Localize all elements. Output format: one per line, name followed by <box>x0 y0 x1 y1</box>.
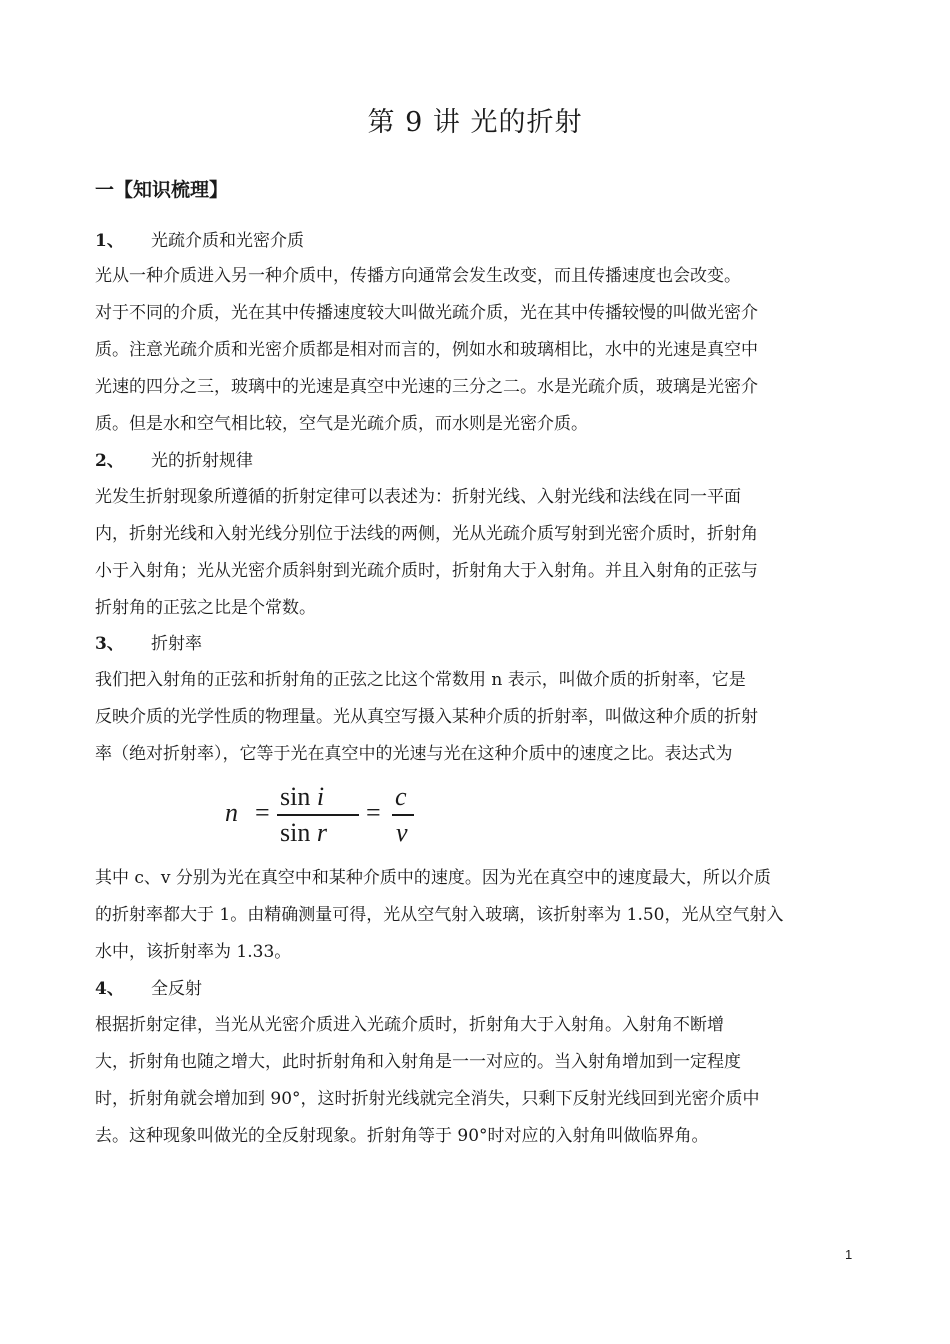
paragraph-line: 的折射率都大于 1。由精确测量可得，光从空气射入玻璃，该折射率为 1.50，光从空气射入 <box>95 905 784 925</box>
paragraph-line: 大，折射角也随之增大，此时折射角和入射角是一一对应的。当入射角增加到一定程度 <box>95 1052 741 1072</box>
paragraph-line: 折射角的正弦之比是个常数。 <box>95 598 316 618</box>
formula-numerator-2: c <box>395 782 407 811</box>
item-heading-3 <box>95 631 202 657</box>
item-number: 3、 <box>95 634 124 654</box>
page-title: 第 9 讲 光的折射 <box>367 107 583 138</box>
paragraph-line: 水中，该折射率为 1.33。 <box>95 942 292 962</box>
sin-function: sin <box>280 818 311 847</box>
sin-function: sin <box>280 782 311 811</box>
paragraph-line: 质。但是水和空气相比较，空气是光疏介质，而水则是光密介质。 <box>95 414 588 434</box>
paragraph-line: 内，折射光线和入射光线分别位于法线的两侧，光从光疏介质写射到光密介质时，折射角 <box>95 524 758 544</box>
formula-equals: = <box>255 798 270 827</box>
item-number: 1、 <box>95 231 124 251</box>
fraction-bar <box>392 814 414 816</box>
paragraph-line: 光速的四分之三，玻璃中的光速是真空中光速的三分之二。水是光疏介质，玻璃是光密介 <box>95 377 758 397</box>
paragraph-line: 去。这种现象叫做光的全反射现象。折射角等于 90°时对应的入射角叫做临界角。 <box>95 1126 709 1146</box>
incidence-angle-var: i <box>316 782 325 811</box>
paragraph-line: 时，折射角就会增加到 90°，这时折射光线就完全消失，只剩下反射光线回到光密介质中 <box>95 1089 760 1109</box>
item-number: 2、 <box>95 451 124 471</box>
paragraph-line: 质。注意光疏介质和光密介质都是相对而言的，例如水和玻璃相比，水中的光速是真空中 <box>95 340 758 360</box>
item-heading-4 <box>95 976 202 1002</box>
paragraph-line: 率（绝对折射率），它等于光在真空中的光速与光在这种介质中的速度之比。表达式为 <box>95 744 733 764</box>
item-heading-2 <box>95 448 253 474</box>
paragraph-line: 光从一种介质进入另一种介质中，传播方向通常会发生改变，而且传播速度也会改变。 <box>95 266 741 286</box>
paragraph-line: 对于不同的介质，光在其中传播速度较大叫做光疏介质，光在其中传播较慢的叫做光密介 <box>95 303 758 323</box>
paragraph-line: 根据折射定律，当光从光密介质进入光疏介质时，折射角大于入射角。入射角不断增 <box>95 1015 724 1035</box>
paragraph-line: 光发生折射现象所遵循的折射定律可以表述为：折射光线、入射光线和法线在同一平面 <box>95 487 741 507</box>
item-heading-1 <box>95 228 304 254</box>
page-number: 1 <box>845 1247 853 1262</box>
section-heading: 一【知识梳理】 <box>95 179 229 201</box>
paragraph-line: 反映介质的光学性质的物理量。光从真空写摄入某种介质的折射率，叫做这种介质的折射 <box>95 707 758 727</box>
formula-equals: = <box>366 798 381 827</box>
formula-numerator-1 <box>280 782 324 812</box>
formula-lhs: n <box>225 798 238 827</box>
item-number: 4、 <box>95 979 124 999</box>
paragraph-line: 我们把入射角的正弦和折射角的正弦之比这个常数用 n 表示，叫做介质的折射率，它是 <box>95 670 746 690</box>
item-title: 折射率 <box>151 634 202 654</box>
paragraph-line: 小于入射角；光从光密介质斜射到光疏介质时，折射角大于入射角。并且入射角的正弦与 <box>95 561 758 581</box>
item-title: 全反射 <box>151 979 202 999</box>
refraction-angle-var: r <box>316 818 327 847</box>
item-title: 光疏介质和光密介质 <box>151 231 304 251</box>
paragraph-line: 其中 c、v 分别为光在真空中和某种介质中的速度。因为光在真空中的速度最大，所以介质 <box>95 868 771 888</box>
fraction-bar <box>277 814 359 816</box>
formula-denominator-1 <box>280 818 327 848</box>
item-title: 光的折射规律 <box>151 451 253 471</box>
refractive-index-formula <box>225 778 425 848</box>
formula-denominator-2: v <box>396 818 408 847</box>
